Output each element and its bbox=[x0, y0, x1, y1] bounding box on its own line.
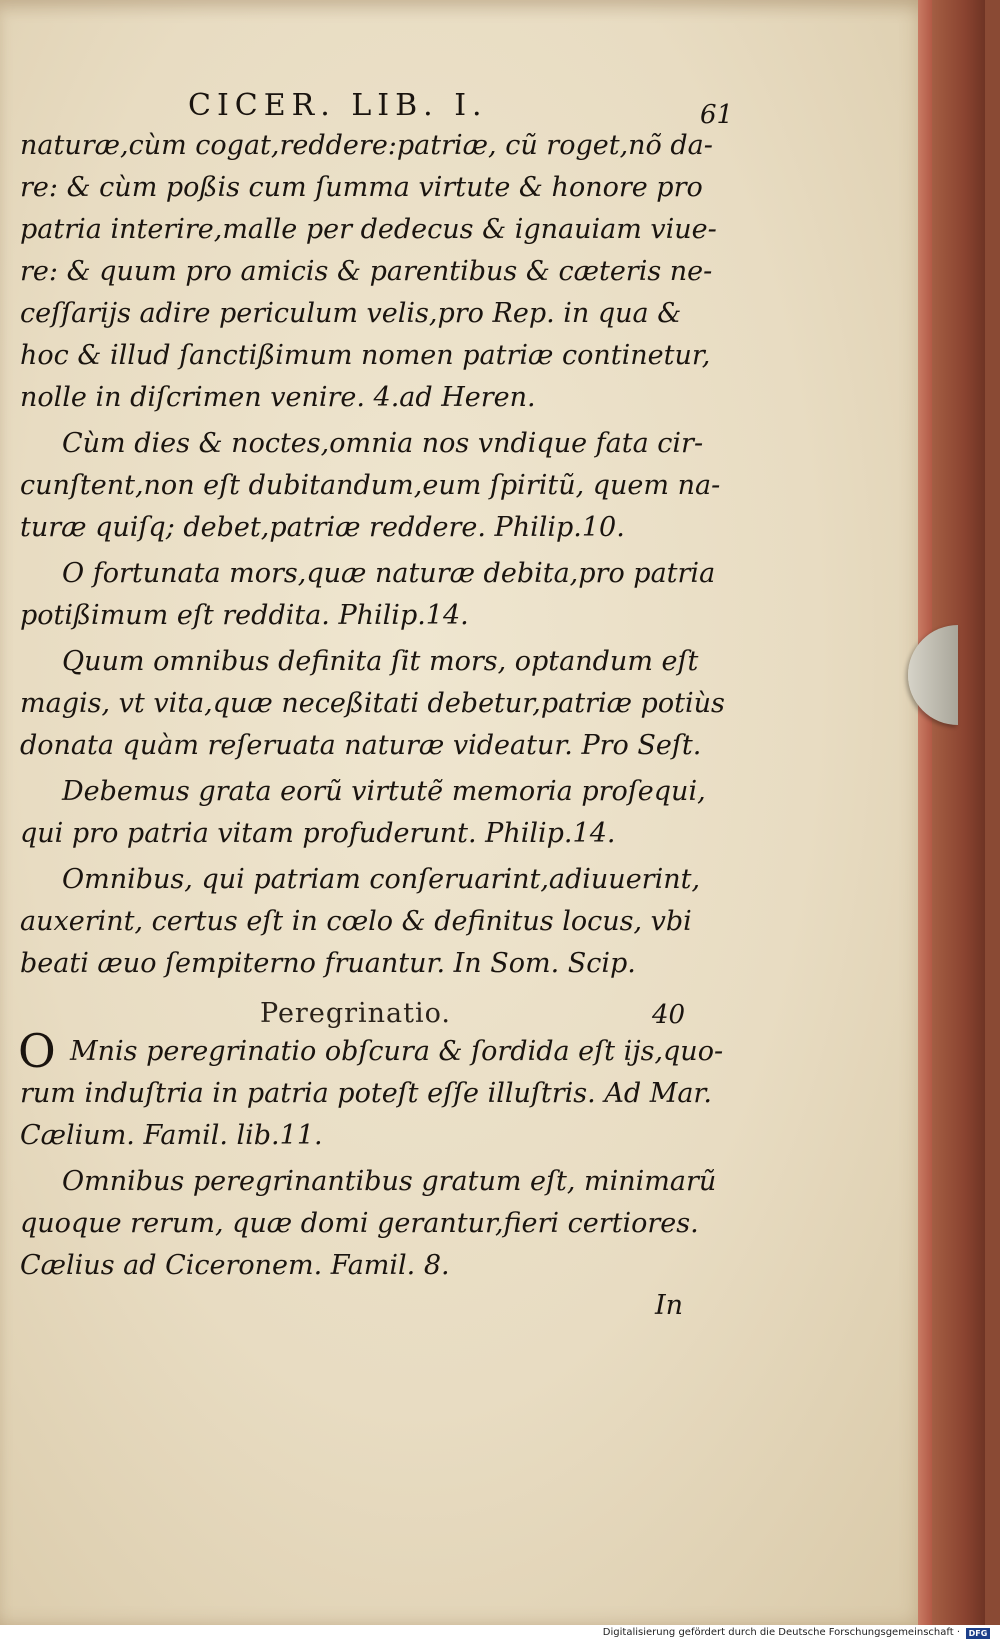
text-line: magis, vt vita,quæ neceßitati debetur,patriæ potiùs bbox=[20, 688, 725, 719]
text-line: nolle in diſcrimen venire. 4.ad Heren. bbox=[20, 382, 536, 413]
text-line: cunſtent,non eſt dubitandum,eum ſpiritũ, quem na- bbox=[20, 470, 721, 501]
text-line: turæ quiſq; debet,patriæ reddere. Philip.10. bbox=[20, 512, 625, 543]
drop-cap: O bbox=[18, 1024, 56, 1078]
text-line: potißimum eſt reddita. Philip.14. bbox=[20, 600, 469, 631]
text-line: auxerint, certus eſt in cœlo & definitus locus, vbi bbox=[20, 906, 692, 937]
text-line: ceſſarijs adire periculum velis,pro Rep. in qua & bbox=[20, 298, 682, 329]
text-line: Mnis peregrinatio obſcura & ſordida eſt ijs,quo- bbox=[70, 1036, 724, 1067]
text-line: Cùm dies & noctes,omnia nos vndique fata cir- bbox=[62, 428, 704, 459]
text-line: donata quàm reſeruata naturæ videatur. Pro Seſt. bbox=[20, 730, 702, 761]
footer-credit: Digitalisierung gefördert durch die Deutsche Forschungsgemeinschaft · bbox=[602, 1627, 960, 1638]
section-title: Peregrinatio. bbox=[260, 998, 451, 1029]
running-title: CICER. LIB. I. bbox=[188, 88, 488, 123]
text-line: Quum omnibus definita ſit mors, optandum eſt bbox=[62, 646, 699, 677]
text-line: rum induſtria in patria poteſt eſſe illuſtris. Ad Mar. bbox=[20, 1078, 712, 1109]
section-number: 40 bbox=[652, 1000, 686, 1030]
text-line: Omnibus, qui patriam conſeruarint,adiuuerint, bbox=[62, 864, 701, 895]
text-line: beati æuo ſempiterno fruantur. In Som. Scip. bbox=[20, 948, 636, 979]
text-line: Omnibus peregrinantibus gratum eſt, minimarũ bbox=[62, 1166, 717, 1197]
text-line: Cælium. Famil. lib.11. bbox=[20, 1120, 323, 1151]
text-line: naturæ,cùm cogat,reddere:patriæ, cũ roget,nõ da- bbox=[20, 130, 713, 161]
text-line: qui pro patria vitam profuderunt. Philip.14. bbox=[20, 818, 616, 849]
page-number: 61 bbox=[700, 100, 734, 130]
catchword: In bbox=[655, 1290, 684, 1321]
text-line: Debemus grata eorũ virtutẽ memoria proſequi, bbox=[62, 776, 706, 807]
text-line: patria interire,malle per dedecus & ignauiam viue- bbox=[20, 214, 717, 245]
text-line: re: & quum pro amicis & parentibus & cæteris ne- bbox=[20, 256, 713, 287]
page-red-edge bbox=[918, 0, 932, 1625]
text-line: hoc & illud ſanctißimum nomen patriæ continetur, bbox=[20, 340, 711, 371]
text-line: Cælius ad Ciceronem. Famil. 8. bbox=[20, 1250, 450, 1281]
text-line: O fortunata mors,quæ naturæ debita,pro patria bbox=[62, 558, 716, 589]
text-line: quoque rerum, quæ domi gerantur,fieri certiores. bbox=[20, 1208, 699, 1239]
text-line: re: & cùm poßis cum ſumma virtute & honore pro bbox=[20, 172, 703, 203]
dfg-logo-icon: DFG bbox=[966, 1628, 990, 1639]
